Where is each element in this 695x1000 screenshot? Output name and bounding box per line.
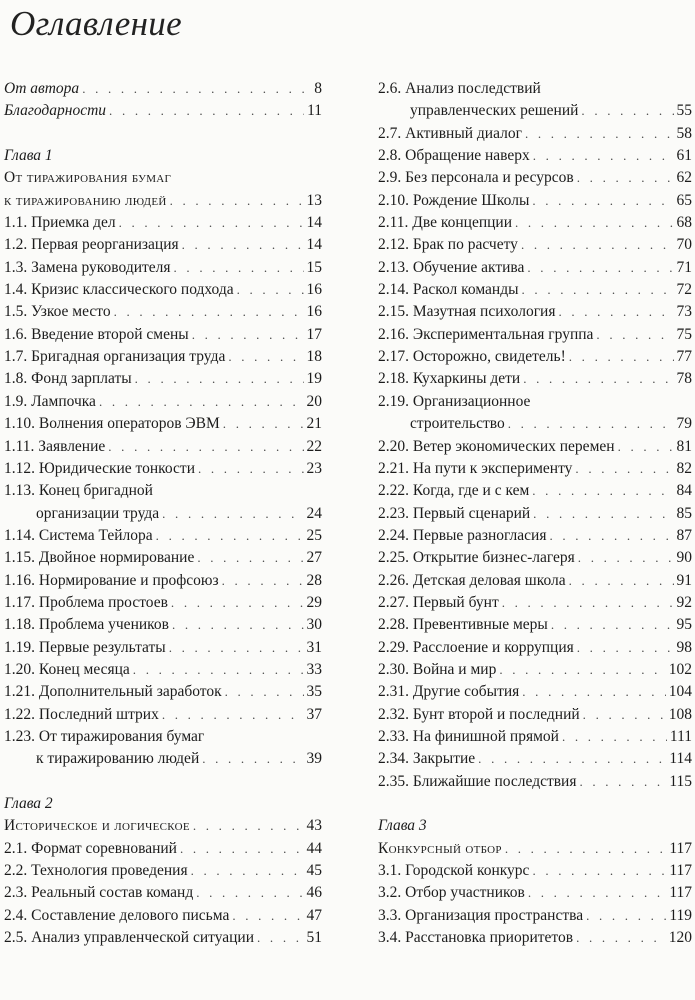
toc-entry-page: 16 — [306, 281, 322, 299]
toc-entry-page: 27 — [306, 549, 322, 567]
toc-entry-page: 18 — [306, 348, 322, 366]
leader-dots — [551, 614, 674, 636]
leader-dots — [618, 436, 674, 458]
toc-entry[interactable] — [4, 659, 322, 681]
toc-entry-label: 2.17. Осторожно, свидетель! — [378, 348, 566, 366]
toc-entry-page: 65 — [676, 191, 692, 209]
toc-entry-label: 2.18. Кухаркины дети — [378, 370, 521, 388]
toc-entry[interactable] — [378, 279, 692, 301]
toc-entry-page: 11 — [307, 102, 322, 120]
toc-entry-page: 117 — [669, 884, 692, 902]
toc-entry-label: 2.25. Открытие бизнес-лагеря — [378, 549, 575, 567]
toc-entry[interactable] — [4, 637, 322, 659]
toc-entry-page: 91 — [676, 571, 692, 589]
toc-entry-page: 35 — [306, 683, 322, 701]
toc-entry-label-cont: управленческих решений — [410, 102, 579, 120]
leader-dots — [99, 391, 304, 413]
toc-entry[interactable] — [378, 748, 692, 770]
toc-entry[interactable] — [4, 100, 322, 122]
toc-entry-label: 2.21. На пути к эксперименту — [378, 459, 573, 477]
toc-entry[interactable] — [4, 324, 322, 346]
leader-dots — [575, 458, 673, 480]
leader-dots — [596, 324, 673, 346]
leader-dots — [193, 815, 304, 837]
toc-entry-label: 2.9. Без персонала и ресурсов — [378, 169, 574, 187]
leader-dots — [182, 234, 304, 256]
toc-entry-page: 45 — [306, 862, 322, 880]
toc-entry[interactable] — [4, 78, 322, 100]
toc-entry[interactable] — [378, 726, 692, 748]
toc-entry-label: 2.22. Когда, где и с кем — [378, 482, 530, 500]
leader-dots — [162, 704, 304, 726]
toc-entry[interactable] — [378, 927, 692, 949]
toc-entry-page: 114 — [669, 750, 692, 768]
toc-entry[interactable] — [378, 100, 692, 122]
toc-entry-page: 71 — [676, 258, 692, 276]
toc-entry[interactable] — [4, 234, 322, 256]
leader-dots — [562, 726, 667, 748]
toc-entry-page: 8 — [314, 80, 322, 97]
toc-entry-label: 3.4. Расстановка приоритетов — [378, 929, 574, 947]
toc-entry-label: 1.10. Волнения операторов ЭВМ — [4, 415, 220, 433]
toc-left-column — [4, 78, 322, 949]
leader-dots — [135, 368, 304, 390]
toc-entry[interactable] — [4, 570, 322, 592]
toc-entry-page: 98 — [676, 638, 692, 656]
toc-entry[interactable] — [4, 681, 322, 703]
toc-entry-page: 75 — [676, 325, 692, 343]
leader-dots — [577, 167, 674, 189]
toc-entry-label: 2.11. Две концепции — [378, 214, 512, 232]
toc-entry[interactable] — [4, 748, 322, 770]
toc-entry[interactable] — [378, 480, 692, 502]
toc-entry-label: 1.9. Лампочка — [4, 392, 96, 410]
toc-entry[interactable] — [4, 614, 322, 636]
toc-entry[interactable] — [378, 592, 692, 614]
toc-entry-page: 58 — [676, 124, 692, 142]
toc-entry-page: 22 — [306, 437, 322, 455]
toc-entry-label: 2.20. Ветер экономических перемен — [378, 437, 615, 455]
leader-dots — [532, 860, 666, 882]
toc-entry-label: 2.2. Технология проведения — [4, 862, 188, 880]
toc-entry-page: 95 — [676, 616, 692, 634]
toc-entry-label: 2.16. Экспериментальная группа — [378, 325, 594, 343]
toc-entry[interactable] — [4, 458, 322, 480]
toc-entry[interactable] — [378, 637, 692, 659]
toc-entry-page: 14 — [306, 236, 322, 254]
toc-entry-page: 17 — [306, 325, 322, 343]
toc-entry[interactable] — [378, 190, 692, 212]
leader-dots — [82, 78, 311, 100]
toc-entry-page: 84 — [676, 482, 692, 500]
toc-entry-page: 61 — [676, 147, 692, 165]
toc-entry-page: 51 — [306, 929, 322, 947]
toc-entry-page: 33 — [306, 660, 322, 678]
toc-entry-label: 1.6. Введение второй смены — [4, 325, 189, 343]
toc-entry[interactable] — [4, 346, 322, 368]
toc-entry-page: 39 — [306, 750, 322, 768]
chapter-title-label: к тиражированию людей — [4, 191, 167, 209]
toc-entry[interactable] — [378, 301, 692, 323]
leader-dots — [478, 748, 666, 770]
chapter-label: Глава 2 — [4, 795, 53, 812]
leader-dots — [528, 882, 666, 904]
leader-dots — [522, 681, 665, 703]
toc-entry[interactable] — [378, 659, 692, 681]
toc-entry-label[interactable]: 1.13. Конец бригадной — [4, 482, 153, 500]
toc-entry-page: 19 — [306, 370, 322, 388]
toc-entry-page: 72 — [676, 281, 692, 299]
leader-dots — [521, 234, 674, 256]
toc-entry-label: 1.21. Дополнительный заработок — [4, 683, 222, 701]
toc-entry-label: 2.29. Расслоение и коррупция — [378, 638, 574, 656]
toc-entry-page: 16 — [306, 303, 322, 321]
toc-entry-label: 1.17. Проблема простоев — [4, 593, 168, 611]
toc-entry-page: 13 — [306, 191, 322, 209]
toc-entry-label: 1.11. Заявление — [4, 437, 106, 455]
leader-dots — [549, 525, 673, 547]
toc-entry-label: Благодарности — [4, 102, 107, 120]
toc-entry-label: 2.30. Война и мир — [378, 660, 497, 678]
leader-dots — [508, 413, 674, 435]
toc-entry-page: 47 — [306, 906, 322, 924]
toc-entry-label: 2.12. Брак по расчету — [378, 236, 518, 254]
toc-entry-label: 2.33. На финишной прямой — [378, 727, 559, 745]
leader-dots — [505, 838, 666, 860]
toc-entry[interactable] — [378, 123, 692, 145]
leader-dots — [156, 525, 304, 547]
toc-entry-page: 87 — [676, 526, 692, 544]
toc-entry-page: 31 — [306, 638, 322, 656]
leader-dots — [532, 190, 673, 212]
toc-entry[interactable] — [378, 771, 692, 793]
toc-entry-page: 24 — [306, 504, 322, 522]
leader-dots — [133, 659, 304, 681]
toc-entry-label[interactable]: 2.19. Организационное — [378, 392, 531, 410]
toc-entry[interactable] — [378, 681, 692, 703]
toc-entry-label: 1.2. Первая реорганизация — [4, 236, 179, 254]
toc-entry-label: 3.3. Организация пространства — [378, 906, 584, 924]
toc-entry-label: От автора — [4, 80, 80, 97]
toc-entry[interactable] — [4, 838, 322, 860]
leader-dots — [583, 704, 666, 726]
toc-entry-page: 28 — [306, 571, 322, 589]
toc-entry-label: 2.31. Другие события — [378, 683, 520, 701]
leader-dots — [579, 771, 666, 793]
toc-entry[interactable] — [378, 503, 692, 525]
leader-dots — [172, 614, 304, 636]
chapter-label: Глава 1 — [4, 147, 53, 165]
leader-dots — [232, 905, 303, 927]
leader-dots — [109, 100, 304, 122]
toc-entry-page: 78 — [676, 370, 692, 388]
chapter-title-entry[interactable] — [4, 815, 322, 837]
leader-dots — [515, 212, 674, 234]
chapter-title-label: Конкурсный отбор — [378, 839, 502, 857]
toc-entry-page: 81 — [676, 437, 692, 455]
toc-entry-page: 117 — [669, 839, 692, 857]
toc-entry-label: 2.26. Детская деловая школа — [378, 571, 566, 589]
toc-entry-page: 79 — [676, 415, 692, 433]
leader-dots — [569, 346, 674, 368]
leader-dots — [192, 324, 304, 346]
chapter-title[interactable]: От тиражирования бумаг — [4, 169, 172, 187]
toc-entry-label: 2.34. Закрытие — [378, 750, 476, 768]
toc-entry-label: 1.8. Фонд зарплаты — [4, 370, 132, 388]
toc-entry[interactable] — [378, 458, 692, 480]
toc-entry-page: 90 — [676, 549, 692, 567]
toc-entry[interactable] — [378, 212, 692, 234]
leader-dots — [108, 436, 303, 458]
toc-entry-label: 1.18. Проблема учеников — [4, 616, 169, 634]
leader-dots — [533, 503, 673, 525]
toc-entry[interactable] — [378, 145, 692, 167]
toc-entry-label: 3.1. Городской конкурс — [378, 862, 530, 880]
toc-entry[interactable] — [4, 547, 322, 569]
toc-entry[interactable] — [378, 570, 692, 592]
toc-entry-page: 117 — [669, 862, 692, 880]
toc-entry-label: 2.27. Первый бунт — [378, 593, 499, 611]
toc-entry[interactable] — [378, 368, 692, 390]
toc-entry[interactable] — [4, 592, 322, 614]
toc-entry-label: 2.15. Мазутная психология — [378, 303, 556, 321]
toc-entry-page: 111 — [669, 727, 692, 745]
page-title: Оглавление — [10, 4, 182, 43]
toc-entry-label[interactable]: 1.23. От тиражирования бумаг — [4, 727, 205, 745]
toc-entry-page: 68 — [676, 214, 692, 232]
leader-dots — [237, 279, 304, 301]
toc-entry[interactable] — [378, 882, 692, 904]
leader-dots — [180, 838, 304, 860]
leader-dots — [170, 190, 304, 212]
toc-entry-label: 2.28. Превентивные меры — [378, 616, 548, 634]
toc-entry[interactable] — [378, 324, 692, 346]
toc-entry-label-cont: строительство — [410, 415, 505, 433]
leader-dots — [162, 503, 303, 525]
leader-dots — [223, 413, 304, 435]
toc-entry-label[interactable]: 2.6. Анализ последствий — [378, 80, 541, 97]
leader-dots — [525, 123, 674, 145]
toc-entry-page: 25 — [306, 526, 322, 544]
leader-dots — [558, 301, 673, 323]
toc-entry[interactable] — [378, 547, 692, 569]
toc-entry[interactable] — [378, 525, 692, 547]
toc-entry[interactable] — [4, 257, 322, 279]
toc-entry[interactable] — [378, 860, 692, 882]
toc-entry-label: 1.12. Юридические тонкости — [4, 459, 195, 477]
toc-entry-label: 2.32. Бунт второй и последний — [378, 705, 580, 723]
leader-dots — [527, 257, 673, 279]
toc-entry-page: 108 — [668, 705, 692, 723]
toc-entry-page: 73 — [676, 303, 692, 321]
toc-entry[interactable] — [378, 167, 692, 189]
leader-dots — [499, 659, 665, 681]
toc-entry-label: 2.14. Раскол команды — [378, 281, 519, 299]
toc-entry[interactable] — [378, 436, 692, 458]
toc-entry-label: 1.22. Последний штрих — [4, 705, 159, 723]
toc-entry-page: 120 — [668, 929, 692, 947]
toc-entry[interactable] — [4, 927, 322, 949]
toc-entry[interactable] — [378, 234, 692, 256]
toc-entry-page: 102 — [668, 660, 692, 678]
toc-entry-label: 1.3. Замена руководителя — [4, 258, 171, 276]
toc-entry-page: 82 — [676, 459, 692, 477]
toc-entry[interactable] — [4, 436, 322, 458]
toc-entry-label-cont: к тиражированию людей — [36, 750, 200, 768]
leader-dots — [119, 212, 304, 234]
toc-entry[interactable] — [4, 503, 322, 525]
toc-entry-label: 1.1. Приемка дел — [4, 214, 116, 232]
toc-entry[interactable] — [4, 905, 322, 927]
toc-entry-label: 2.23. Первый сценарий — [378, 504, 531, 522]
toc-entry-label: 2.35. Ближайшие последствия — [378, 772, 577, 790]
toc-entry[interactable] — [4, 391, 322, 413]
leader-dots — [581, 100, 673, 122]
toc-entry-page: 23 — [306, 459, 322, 477]
toc-entry-page: 43 — [306, 817, 322, 835]
leader-dots — [577, 637, 674, 659]
toc-entry-page: 104 — [668, 683, 692, 701]
toc-entry-label: 1.16. Нормирование и профсоюз — [4, 571, 219, 589]
leader-dots — [197, 547, 303, 569]
toc-entry-label: 1.19. Первые результаты — [4, 638, 166, 656]
chapter-title-entry[interactable] — [4, 190, 322, 212]
toc-entry-label: 1.4. Кризис классического подхода — [4, 281, 234, 299]
toc-entry-label-cont: организации труда — [36, 504, 160, 522]
leader-dots — [196, 882, 303, 904]
toc-entry[interactable] — [4, 301, 322, 323]
toc-entry[interactable] — [4, 413, 322, 435]
toc-entry-label: 1.20. Конец месяца — [4, 660, 130, 678]
toc-entry[interactable] — [378, 614, 692, 636]
toc-entry-label: 2.8. Обращение наверх — [378, 147, 530, 165]
toc-entry-page: 20 — [306, 392, 322, 410]
toc-entry-page: 46 — [306, 884, 322, 902]
chapter-title-label: Историческое и логическое — [4, 817, 190, 835]
toc-entry-label: 2.10. Рождение Школы — [378, 191, 530, 209]
leader-dots — [202, 748, 303, 770]
toc-entry-page: 77 — [676, 348, 692, 366]
leader-dots — [169, 637, 304, 659]
leader-dots — [171, 592, 304, 614]
toc-entry[interactable] — [378, 346, 692, 368]
toc-entry-label: 2.3. Реальный состав команд — [4, 884, 194, 902]
toc-entry-page: 44 — [306, 839, 322, 857]
leader-dots — [578, 547, 674, 569]
toc-entry-label: 1.5. Узкое место — [4, 303, 111, 321]
toc-entry[interactable] — [4, 279, 322, 301]
leader-dots — [502, 592, 674, 614]
leader-dots — [228, 346, 303, 368]
toc-entry[interactable] — [378, 413, 692, 435]
toc-entry-page: 85 — [676, 504, 692, 522]
toc-entry-label: 2.13. Обучение актива — [378, 258, 525, 276]
toc-entry-page: 55 — [676, 102, 692, 120]
toc-entry-label: 2.5. Анализ управленческой ситуации — [4, 929, 255, 947]
toc-entry-page: 21 — [306, 415, 322, 433]
toc-entry-page: 92 — [676, 593, 692, 611]
toc-entry[interactable] — [378, 905, 692, 927]
toc-entry-label: 2.24. Первые разногласия — [378, 526, 547, 544]
toc-entry[interactable] — [4, 882, 322, 904]
leader-dots — [523, 368, 673, 390]
leader-dots — [532, 480, 673, 502]
toc-entry-page: 37 — [306, 705, 322, 723]
leader-dots — [586, 905, 666, 927]
leader-dots — [198, 458, 304, 480]
leader-dots — [225, 681, 304, 703]
leader-dots — [522, 279, 674, 301]
toc-entry-page: 30 — [306, 616, 322, 634]
toc-entry-page: 70 — [676, 236, 692, 254]
toc-entry[interactable] — [378, 257, 692, 279]
chapter-title-entry[interactable] — [378, 838, 692, 860]
toc-right-column — [378, 78, 692, 949]
leader-dots — [222, 570, 304, 592]
toc-entry-label: 1.15. Двойное нормирование — [4, 549, 195, 567]
leader-dots — [174, 257, 304, 279]
toc-entry-page: 119 — [669, 906, 692, 924]
leader-dots — [191, 860, 304, 882]
toc-entry[interactable] — [4, 525, 322, 547]
toc-entry[interactable] — [4, 212, 322, 234]
chapter-label: Глава 3 — [378, 817, 427, 835]
toc-entry[interactable] — [4, 368, 322, 390]
leader-dots — [114, 301, 304, 323]
toc-entry-label: 2.7. Активный диалог — [378, 124, 522, 142]
leader-dots — [576, 927, 666, 949]
toc-entry-label: 2.4. Составление делового письма — [4, 906, 230, 924]
toc-entry-label: 1.7. Бригадная организация труда — [4, 348, 226, 366]
toc-entry-page: 14 — [306, 214, 322, 232]
leader-dots — [533, 145, 674, 167]
toc-entry[interactable] — [4, 860, 322, 882]
toc-entry-page: 29 — [306, 593, 322, 611]
toc-entry[interactable] — [378, 704, 692, 726]
toc-entry-label: 2.1. Формат соревнований — [4, 839, 177, 857]
leader-dots — [569, 570, 674, 592]
leader-dots — [257, 927, 303, 949]
toc-entry[interactable] — [4, 704, 322, 726]
toc-entry-page: 62 — [676, 169, 692, 187]
toc-entry-label: 3.2. Отбор участников — [378, 884, 525, 902]
toc-entry-page: 115 — [669, 772, 692, 790]
toc-entry-page: 15 — [306, 258, 322, 276]
toc-entry-label: 1.14. Система Тейлора — [4, 526, 153, 544]
